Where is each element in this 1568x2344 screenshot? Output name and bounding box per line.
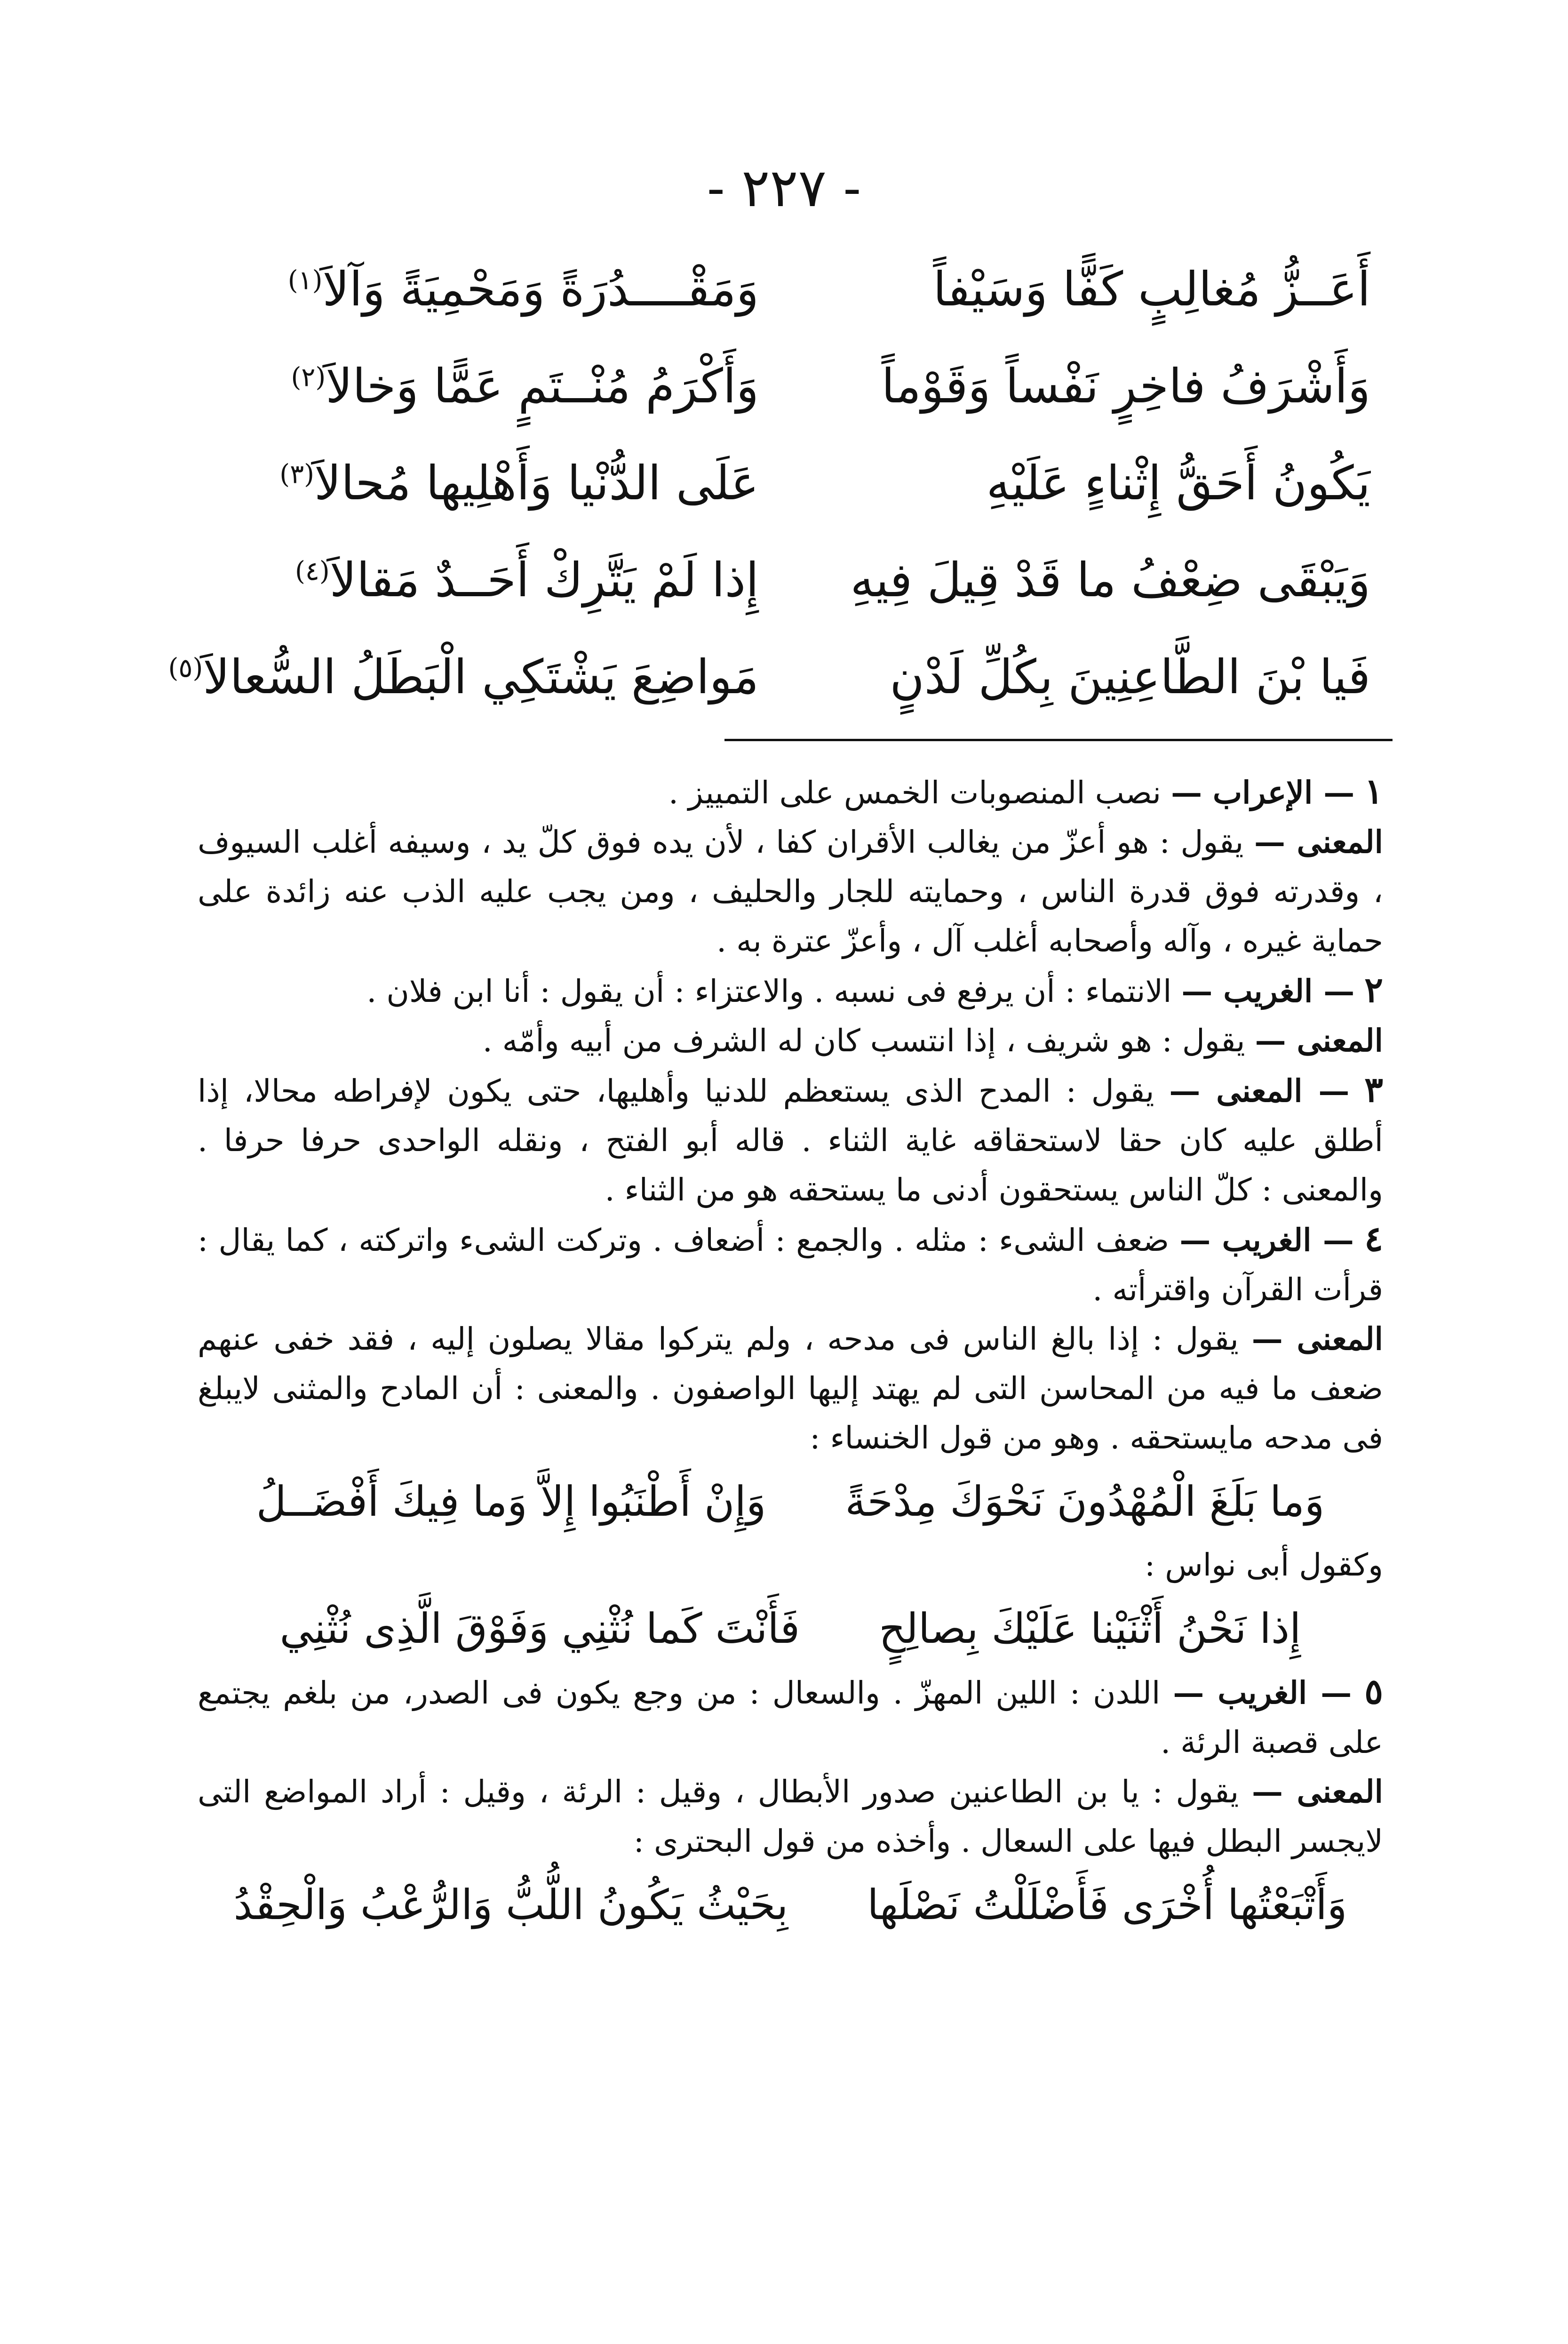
note-5-gharib-text: اللدن : اللين المهزّ . والسعال : من وجع يكون فى الصدر، من بلغم يجتمع على قصبة الرئة . — [198, 1675, 1383, 1760]
verse-1 — [0, 245, 1568, 342]
verse-2 — [0, 342, 1568, 439]
note-2-ma3na — [198, 1016, 1383, 1065]
note-2-gharib-text: الانتماء : أن يرفع فى نسبه . والاعتزاء : أن يقول : أنا ابن فلان . — [366, 973, 1172, 1009]
note-3-number: ٣ — [1364, 1070, 1384, 1110]
verse-5-first-hemistich: فَيا بْنَ الطَّاعِنِينَ بِكُلِّ لَدْنٍ — [890, 649, 1370, 704]
note-4-gharib-text: ضعف الشىء : مثله . والجمع : أضعاف . وتركت الشىء واتركته ، كما يقال : قرأت القرآن واقترأته . — [198, 1222, 1383, 1308]
note-3-ma3na-label: — المعنى — — [1169, 1072, 1350, 1109]
verse-5 — [0, 632, 1568, 729]
note-1-i3rab-label: — الإعراب — — [1171, 774, 1355, 811]
footnote-marker-1: (١) — [287, 265, 323, 296]
note-1-ma3na-text: يقول : هو أعزّ من يغالب الأقران كفا ، لأن يده فوق كلّ يد ، وسيفه أغلب السيوف ، وقدرته فوق قدرة الناس ، وحمايته للجار والحليف ، ومن يجب عليه الذب عنه زائدة على حماية غيره ، وآله وأصحابه أغلب آل ، وأعزّ عترة به . — [198, 824, 1383, 959]
page-number: - ٢٢٧ - — [707, 158, 861, 219]
poem-verses — [0, 245, 1568, 729]
footnote-marker-3: (٣) — [279, 459, 315, 490]
verse-2-second-hemistich — [291, 351, 759, 422]
verse-4-second-text: إِذا لَمْ يَتَّرِكْ أَحَــدٌ مَقالاَ — [329, 552, 759, 608]
footnote-divider — [724, 739, 1393, 741]
note-2-ma3na-label: المعنى — — [1255, 1022, 1383, 1059]
verse-1-second-text: وَمَقْــــدُرَةً وَمَحْمِيَةً وَآلاَ — [322, 262, 759, 317]
footnote-marker-4: (٤) — [294, 556, 330, 587]
quote-abu-nuwas — [198, 1590, 1383, 1667]
quote-abu-nuwas-intro: وكقول أبى نواس : — [1145, 1547, 1383, 1583]
note-5-ma3na-label: المعنى — — [1251, 1773, 1383, 1810]
quote-abu-nuwas-first: إِذا نَحْنُ أَثْنَيْنا عَلَيْكَ بِصالِحٍ — [879, 1604, 1301, 1653]
verse-3 — [0, 439, 1568, 536]
note-4-gharib-label: — الغريب — — [1179, 1222, 1354, 1258]
note-3-ma3na-text: يقول : المدح الذى يستعظم للدنيا وأهليها، حتى يكون لإفراطه محالا، إذا أطلق عليه كان حقا لاستحقاقه غاية الثناء . قاله أبو الفتح ، ونقله الواحدى حرفا حرفا . والمعنى : كلّ الناس يستحقون أدنى ما يستحقه هو من الثناء . — [198, 1073, 1383, 1208]
note-5-ma3na — [198, 1767, 1383, 1866]
note-1-i3rab-text: نصب المنصوبات الخمس على التمييز . — [668, 775, 1162, 811]
verse-1-second-hemistich — [288, 254, 759, 325]
note-5-ma3na-text: يقول : يا بن الطاعنين صدور الأبطال ، وقيل : الرئة ، وقيل : أراد المواضع التى لايجسر البطل فيها على السعال . وأخذه من قول البحترى : — [198, 1774, 1383, 1859]
quote-khansa — [198, 1463, 1383, 1540]
quote-khansa-first: وَما بَلَغَ الْمُهْدُونَ نَحْوَكَ مِدْحَةً — [845, 1477, 1325, 1526]
verse-1-first-hemistich: أَعَــزُّ مُغالِبٍ كَفًّا وَسَيْفاً — [933, 262, 1370, 317]
note-4-ma3na-label: المعنى — — [1251, 1320, 1383, 1357]
footnotes — [198, 767, 1383, 1944]
note-1-ma3na-label: المعنى — — [1254, 824, 1383, 860]
verse-5-second-text: مَواضِعَ يَشْتَكِي الْبَطَلُ السُّعالاَ — [203, 649, 759, 704]
verse-5-second-hemistich — [168, 642, 759, 712]
verse-3-first-hemistich: يَكُونُ أَحَقُّ إِثْناءٍ عَلَيْهِ — [986, 456, 1370, 511]
note-5-gharib-label: — الغريب — — [1173, 1674, 1352, 1711]
quote-khansa-second: وَإِنْ أَطْنَبُوا إِلاَّ وَما فِيكَ أَفْضَــلُ — [256, 1477, 766, 1526]
note-2-number: ٢ — [1364, 970, 1383, 1010]
quote-buhturi — [198, 1866, 1383, 1944]
footnote-marker-2: (٢) — [291, 362, 326, 393]
quote-buhturi-second: بِحَيْثُ يَكُونُ اللُّبُّ وَالرُّعْبُ وَالْحِقْدُ — [233, 1880, 788, 1929]
note-2-gharib-label: — الغريب — — [1181, 973, 1355, 1009]
note-4-number: ٤ — [1364, 1219, 1383, 1259]
note-1-i3rab — [198, 767, 1383, 817]
verse-2-first-hemistich: وَأَشْرَفُ فاخِرٍ نَفْساً وَقَوْماً — [881, 359, 1370, 414]
note-3-ma3na — [198, 1065, 1383, 1215]
verse-2-second-text: وَأَكْرَمُ مُنْــتَمٍ عَمًّا وَخالاَ — [326, 359, 759, 414]
note-1-number: ١ — [1364, 771, 1383, 812]
verse-4 — [0, 536, 1568, 632]
note-5-number: ٥ — [1364, 1672, 1383, 1712]
note-4-gharib — [198, 1215, 1383, 1314]
note-2-ma3na-text: يقول : هو شريف ، إذا انتسب كان له الشرف من أبيه وأمّه . — [482, 1023, 1245, 1059]
quote-buhturi-first: وَأَتْبَعْتُها أُخْرَى فَأَضْلَلْتُ نَصْلَها — [867, 1880, 1347, 1929]
verse-3-second-hemistich — [279, 448, 759, 519]
note-1-ma3na — [198, 817, 1383, 966]
note-5-gharib — [198, 1667, 1383, 1767]
note-2-gharib — [198, 966, 1383, 1016]
quote-abu-nuwas-second: فَأَنْتَ كَما نُثْنِي وَفَوْقَ الَّذِى نُثْنِي — [279, 1604, 800, 1653]
verse-4-first-hemistich: وَيَبْقَى ضِعْفُ ما قَدْ قِيلَ فِيهِ — [850, 552, 1370, 608]
verse-3-second-text: عَلَى الدُّنْيا وَأَهْلِيها مُحالاَ — [314, 456, 759, 511]
footnote-marker-5: (٥) — [168, 653, 203, 684]
note-4-ma3na-text: يقول : إذا بالغ الناس فى مدحه ، ولم يتركوا مقالا يصلون إليه ، فقد خفى عنهم ضعف ما فيه من المحاسن التى لم يهتد إليها الواصفون . والمعنى : أن المادح والمثنى لايبلغ فى مدحه مايستحقه . وهو من قول الخنساء : — [198, 1321, 1383, 1456]
note-4-ma3na — [198, 1314, 1383, 1463]
verse-4-second-hemistich — [295, 545, 759, 616]
